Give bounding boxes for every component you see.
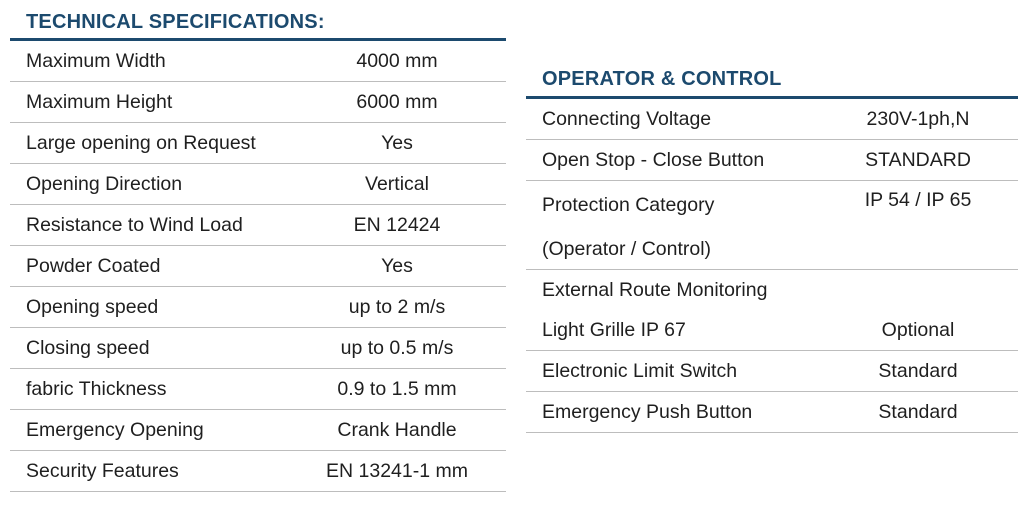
spec-value: up to 2 m/s <box>288 287 506 328</box>
spec-label: Electronic Limit Switch <box>526 351 818 392</box>
table-row <box>526 270 1018 311</box>
operator-control-section <box>526 66 1018 433</box>
operator-control-title: OPERATOR & CONTROL <box>542 68 782 90</box>
spec-label: Maximum Width <box>10 41 288 82</box>
table-row <box>10 328 506 369</box>
spec-label: Maximum Height <box>10 82 288 123</box>
table-row <box>10 164 506 205</box>
spec-value: Vertical <box>288 164 506 205</box>
spec-value <box>818 270 1018 311</box>
spec-label: Opening Direction <box>10 164 288 205</box>
table-row <box>10 41 506 82</box>
table-row <box>526 310 1018 351</box>
spec-label: External Route Monitoring <box>542 278 768 301</box>
technical-specifications-section <box>10 8 506 492</box>
table-row <box>526 392 1018 433</box>
spec-label: Resistance to Wind Load <box>10 205 288 246</box>
table-row <box>526 229 1018 270</box>
spec-label: Light Grille IP 67 <box>526 310 818 351</box>
spec-value: Yes <box>288 246 506 287</box>
table-row <box>10 123 506 164</box>
spec-label: Closing speed <box>10 328 288 369</box>
spec-value: Standard <box>818 392 1018 433</box>
spec-label: Emergency Opening <box>10 410 288 451</box>
spec-value <box>818 229 1018 270</box>
table-row <box>526 181 1018 230</box>
spec-value: 6000 mm <box>288 82 506 123</box>
table-row <box>10 205 506 246</box>
spec-value: EN 12424 <box>288 205 506 246</box>
table-row <box>526 140 1018 181</box>
table-row <box>10 410 506 451</box>
spec-value: Yes <box>288 123 506 164</box>
spec-label: Emergency Push Button <box>526 392 818 433</box>
table-row <box>10 287 506 328</box>
table-row <box>10 451 506 492</box>
spec-value: 4000 mm <box>288 41 506 82</box>
table-row <box>10 246 506 287</box>
spec-value: 230V-1ph,N <box>818 99 1018 140</box>
spec-value: 0.9 to 1.5 mm <box>288 369 506 410</box>
spec-label: Large opening on Request <box>10 123 288 164</box>
spec-label: Open Stop - Close Button <box>526 140 818 181</box>
spec-value: Optional <box>818 310 1018 351</box>
spec-label: Protection Category <box>542 193 715 216</box>
spec-label: fabric Thickness <box>10 369 288 410</box>
table-row <box>10 369 506 410</box>
table-row <box>10 82 506 123</box>
spec-value: up to 0.5 m/s <box>288 328 506 369</box>
table-row <box>526 99 1018 140</box>
spec-label: Powder Coated <box>10 246 288 287</box>
spec-value: STANDARD <box>818 140 1018 181</box>
spec-label: Opening speed <box>10 287 288 328</box>
spec-label: Security Features <box>10 451 288 492</box>
spec-value: Crank Handle <box>288 410 506 451</box>
operator-control-table <box>526 99 1018 433</box>
technical-specifications-table <box>10 41 506 492</box>
spec-value: EN 13241-1 mm <box>288 451 506 492</box>
spec-value: IP 54 / IP 65 <box>864 189 972 211</box>
table-row <box>526 351 1018 392</box>
spec-label: (Operator / Control) <box>526 229 818 270</box>
technical-specifications-title: TECHNICAL SPECIFICATIONS: <box>26 11 325 33</box>
spec-value: Standard <box>818 351 1018 392</box>
spec-label: Connecting Voltage <box>526 99 818 140</box>
